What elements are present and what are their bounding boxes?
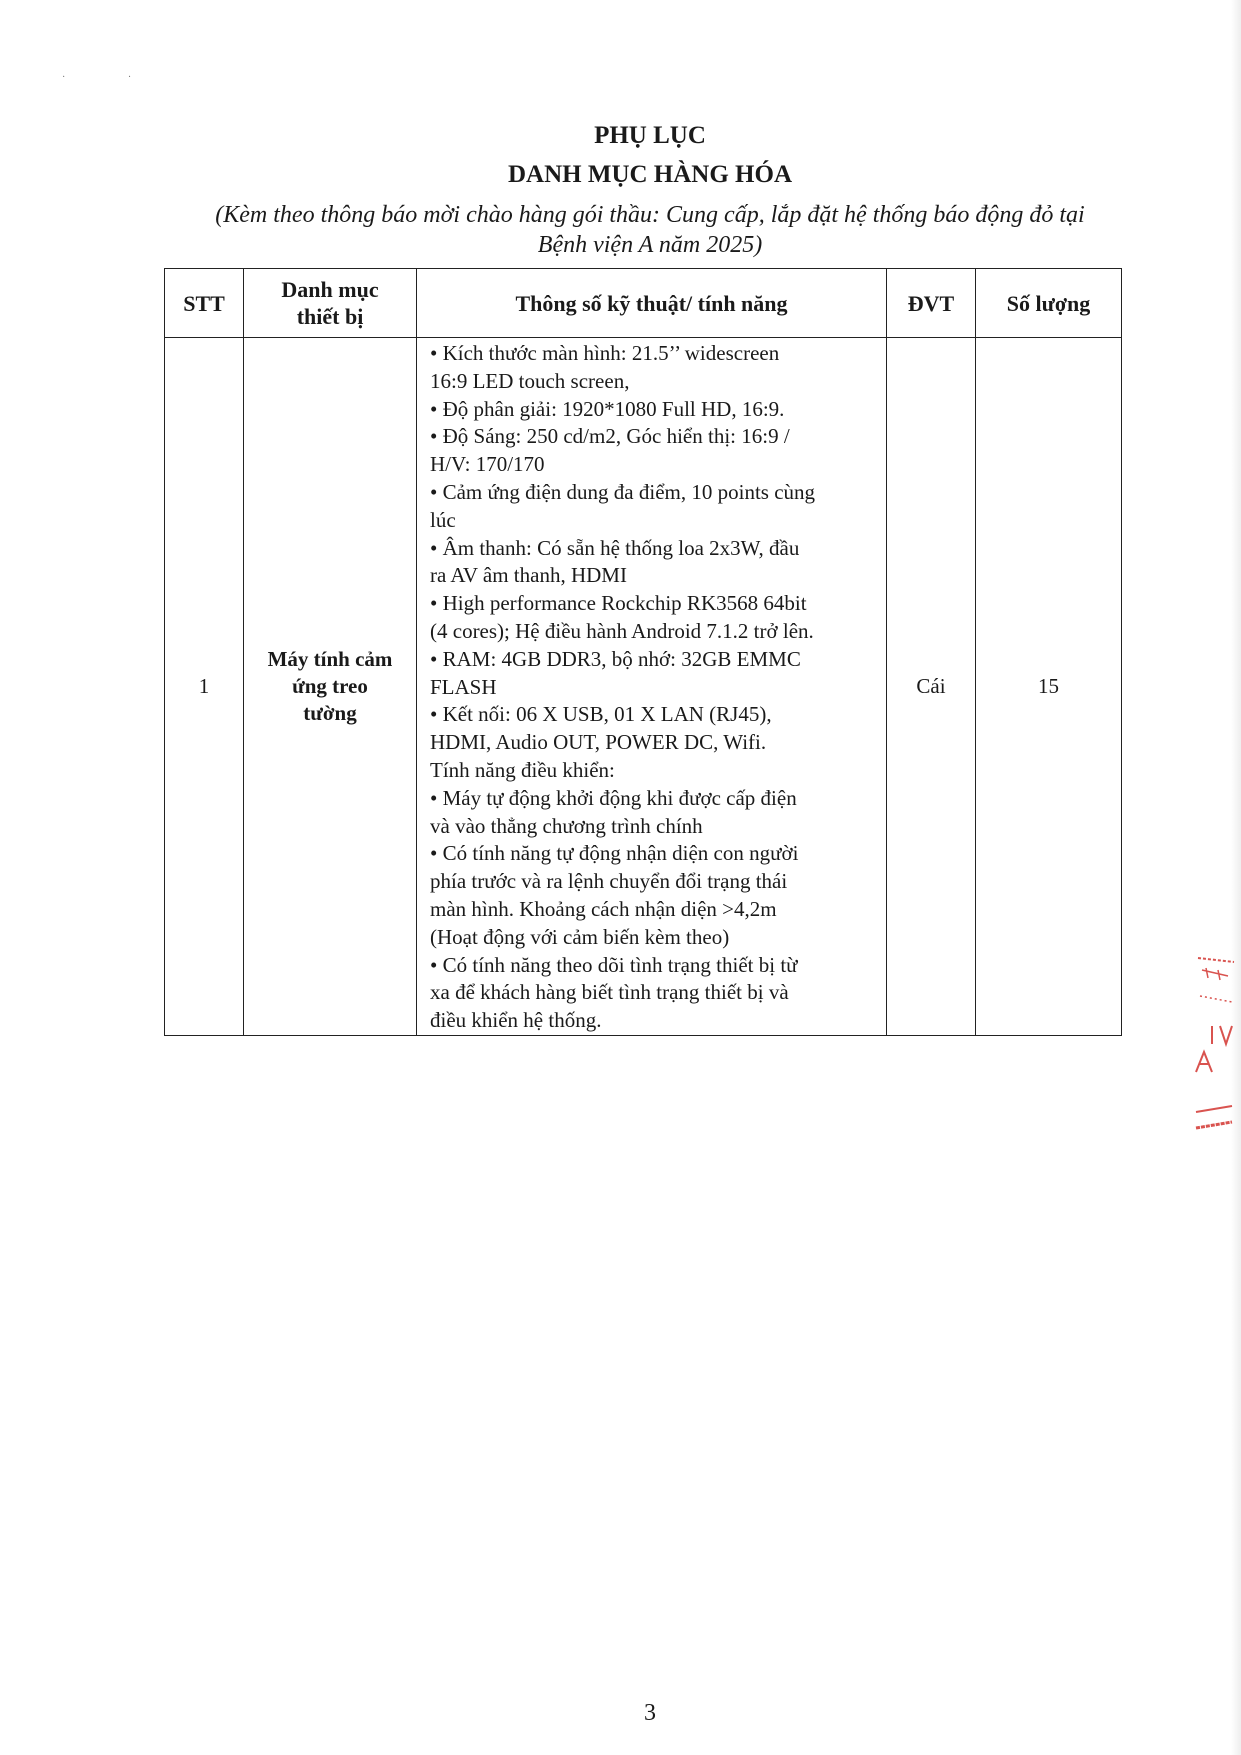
goods-list-title: DANH MỤC HÀNG HÓA — [507, 161, 792, 188]
spec-line: • Độ Sáng: 250 cd/m2, Góc hiển thị: 16:9 / — [430, 424, 790, 449]
spec-line: • Kích thước màn hình: 21.5’’ widescreen — [430, 341, 780, 365]
device-name-line-2: ứng treo — [292, 673, 368, 698]
header-device-line-1: Danh mục — [281, 277, 379, 302]
header-device-line-2: thiết bị — [296, 304, 364, 329]
device-name-line-3: tường — [303, 700, 357, 725]
header-unit: ĐVT — [887, 269, 976, 338]
spec-line: • Âm thanh: Có sẵn hệ thống loa 2x3W, đầu — [430, 535, 800, 560]
header-device — [244, 269, 417, 338]
table-header-row — [165, 269, 1122, 338]
spec-line: và vào thẳng chương trình chính — [430, 813, 703, 838]
spec-line: FLASH — [430, 674, 497, 699]
spec-line: • Máy tự động khởi động khi được cấp điện — [430, 785, 797, 810]
cell-quantity: 15 — [976, 338, 1122, 1036]
spec-line: H/V: 170/170 — [430, 452, 545, 477]
cell-device-name — [244, 338, 417, 1036]
header-stt: STT — [165, 269, 244, 338]
spec-line: phía trước và ra lệnh chuyển đổi trạng thái — [430, 869, 788, 894]
header-specs: Thông số kỹ thuật/ tính năng — [417, 269, 887, 338]
spec-line: (Hoạt động với cảm biến kèm theo) — [430, 924, 730, 949]
spec-line: HDMI, Audio OUT, POWER DC, Wifi. — [430, 730, 767, 755]
spec-line: • Có tính năng theo dõi tình trạng thiết bị từ — [430, 952, 798, 977]
spec-line: lúc — [430, 507, 456, 532]
spec-line: • Cảm ứng điện dung đa điểm, 10 points cùng — [430, 479, 816, 504]
spec-line: Tính năng điều khiển: — [430, 757, 615, 782]
subtitle-line-1: (Kèm theo thông báo mời chào hàng gói thầu: Cung cấp, lắp đặt hệ thống báo động đỏ tại — [215, 202, 1085, 228]
spec-line: 16:9 LED touch screen, — [430, 368, 630, 393]
subtitle-line-2: Bệnh viện A năm 2025) — [537, 232, 763, 258]
cell-unit: Cái — [887, 338, 976, 1036]
spec-line: • RAM: 4GB DDR3, bộ nhớ: 32GB EMMC — [430, 646, 801, 671]
header-quantity: Số lượng — [976, 269, 1122, 338]
spec-line: xa để khách hàng biết tình trạng thiết bị và — [430, 980, 789, 1005]
spec-line: ra AV âm thanh, HDMI — [430, 563, 627, 588]
spec-line: điều khiển hệ thống. — [430, 1008, 602, 1033]
spec-line: • Độ phân giải: 1920*1080 Full HD, 16:9. — [430, 396, 785, 421]
device-name-line-1: Máy tính cảm — [267, 646, 393, 671]
cell-stt: 1 — [165, 338, 244, 1036]
spec-line: (4 cores); Hệ điều hành Android 7.1.2 trở lên. — [430, 618, 814, 643]
table-row — [165, 338, 1122, 1036]
goods-table — [164, 268, 1122, 1036]
spec-line: • High performance Rockchip RK3568 64bit — [430, 591, 807, 616]
spec-line: • Kết nối: 06 X USB, 01 X LAN (RJ45), — [430, 702, 772, 727]
page-edge — [1231, 0, 1241, 1755]
page-number: 3 — [644, 1700, 656, 1726]
scan-specks: · · — [62, 72, 162, 83]
red-stamp-fragment — [1192, 956, 1236, 1156]
appendix-title: PHỤ LỤC — [594, 122, 706, 149]
cell-specs — [417, 338, 887, 1036]
spec-line: màn hình. Khoảng cách nhận diện >4,2m — [430, 896, 777, 921]
subtitle — [150, 200, 1150, 260]
spec-line: • Có tính năng tự động nhận diện con người — [430, 841, 799, 866]
